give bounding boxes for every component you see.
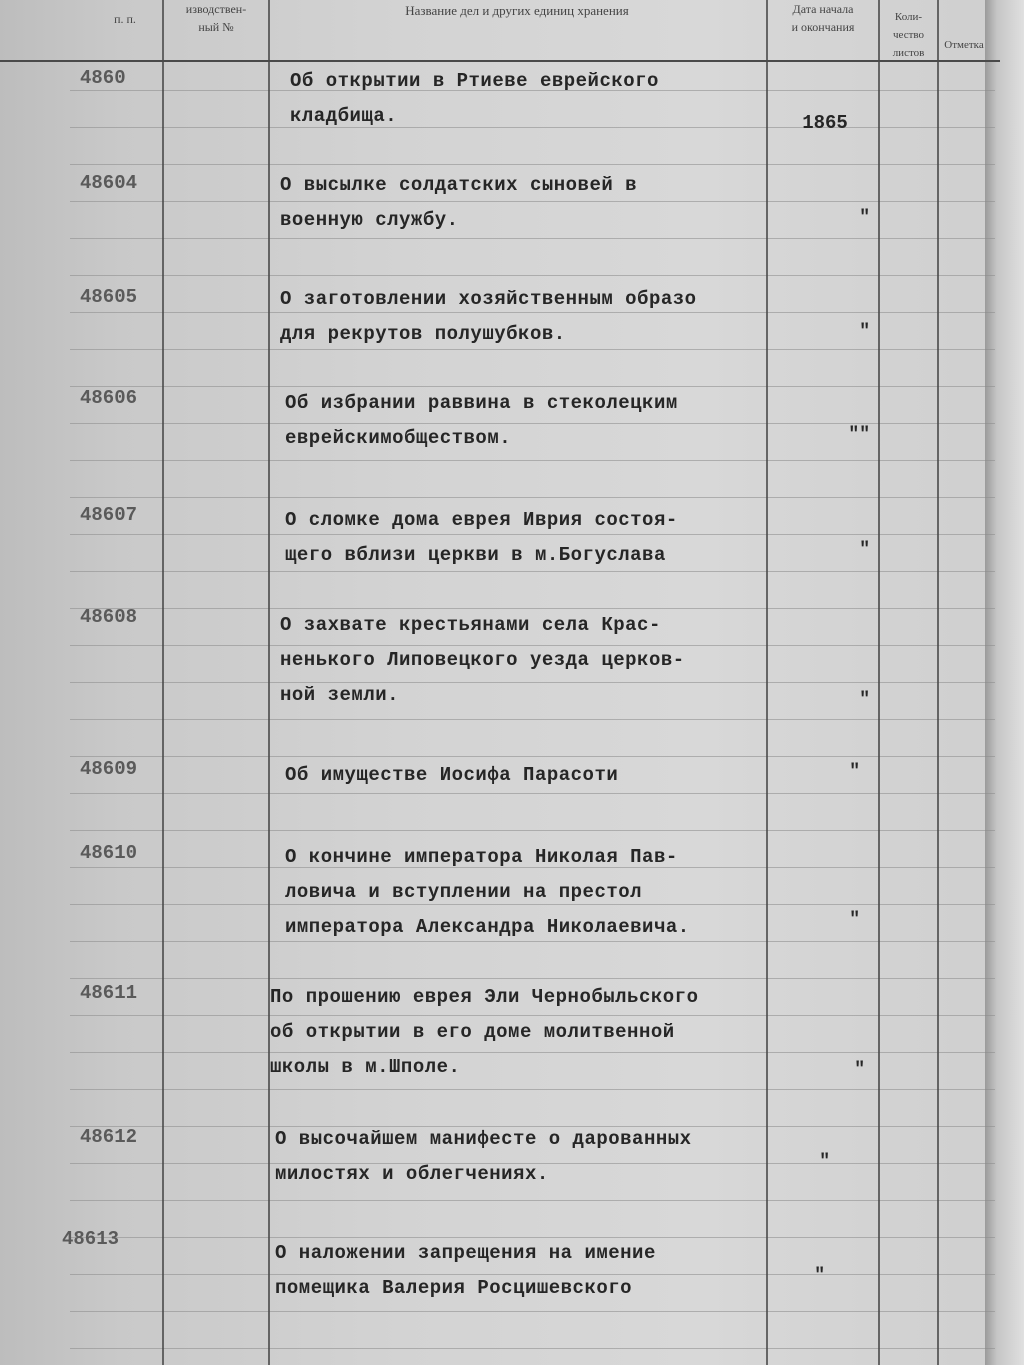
record-date: "" — [848, 425, 870, 445]
record-title: Об имуществе Иосифа Парасоти — [285, 764, 619, 786]
record-title: О захвате крестьянами села Крас- ненького Липовецкого уезда церков- ной земли. — [280, 614, 685, 706]
record-title: О заготовлении хозяйственным образо для рекрутов полушубков. — [280, 288, 697, 345]
column-divider — [937, 0, 939, 1365]
column-divider — [268, 0, 270, 1365]
ruled-line — [70, 719, 995, 720]
ruled-line — [70, 793, 995, 794]
ruled-line — [70, 238, 995, 239]
record-title: О сломке дома еврея Иврия состоя- щего вблизи церкви в м.Богуслава — [285, 509, 678, 566]
record-date: " — [819, 1152, 830, 1172]
record-title: По прошению еврея Эли Чернобыльского об открытии в его доме молитвенной школы в м.Шполе. — [270, 986, 699, 1078]
record-date: " — [849, 910, 860, 930]
ruled-line — [70, 1348, 995, 1349]
record-title: О высочайшем манифесте о дарованных милостях и облегчениях. — [275, 1128, 692, 1185]
ruled-line — [70, 164, 995, 165]
record-number: 48610 — [80, 842, 138, 864]
ruled-line — [70, 460, 995, 461]
record-title: О кончине императора Николая Пав- ловича и вступлении на престол императора Александра Николаевича. — [285, 846, 690, 938]
header-num: п. п. — [114, 12, 136, 26]
ruled-line — [70, 1311, 995, 1312]
record-date: " — [849, 762, 860, 782]
record-number: 48605 — [80, 286, 138, 308]
record-number: 48606 — [80, 387, 138, 409]
header-title: Название дел и других единиц хранения — [405, 3, 629, 18]
ruled-line — [70, 1200, 995, 1201]
record-number: 48611 — [80, 982, 138, 1004]
header-date: Дата начала и окончания — [791, 2, 855, 34]
record-date: " — [854, 1060, 865, 1080]
ruled-line — [70, 1089, 995, 1090]
ruled-line — [70, 497, 995, 498]
column-divider — [878, 0, 880, 1365]
record-date: " — [814, 1266, 825, 1286]
ruled-line — [70, 978, 995, 979]
record-date: " — [859, 208, 870, 228]
record-number: 48612 — [80, 1126, 138, 1148]
record-date: 1865 — [802, 112, 848, 134]
ruled-line — [70, 830, 995, 831]
record-number: 48609 — [80, 758, 138, 780]
record-title: Об открытии в Ртиеве еврейского кладбища. — [290, 70, 659, 127]
record-number: 4860 — [80, 67, 126, 89]
record-title: О высылке солдатских сыновей в военную службу. — [280, 174, 638, 231]
record-number: 48607 — [80, 504, 138, 526]
record-title: О наложении запрещения на имение помещика Валерия Росцишевского — [275, 1242, 656, 1299]
record-date: " — [859, 322, 870, 342]
record-title: Об избрании раввина в стеколецким еврейскимобществом. — [285, 392, 678, 449]
ruled-line — [70, 756, 995, 757]
record-number: 48608 — [80, 606, 138, 628]
header-production-num: изводствен- ный № — [185, 2, 247, 34]
record-date: " — [859, 540, 870, 560]
ruled-line — [70, 275, 995, 276]
column-divider — [162, 0, 164, 1365]
header-sheets: Коли- чество листов — [892, 11, 925, 59]
record-number: 48613 — [62, 1228, 120, 1250]
header-notes: Отметка — [944, 39, 984, 51]
record-number: 48604 — [80, 172, 138, 194]
record-date: " — [859, 690, 870, 710]
